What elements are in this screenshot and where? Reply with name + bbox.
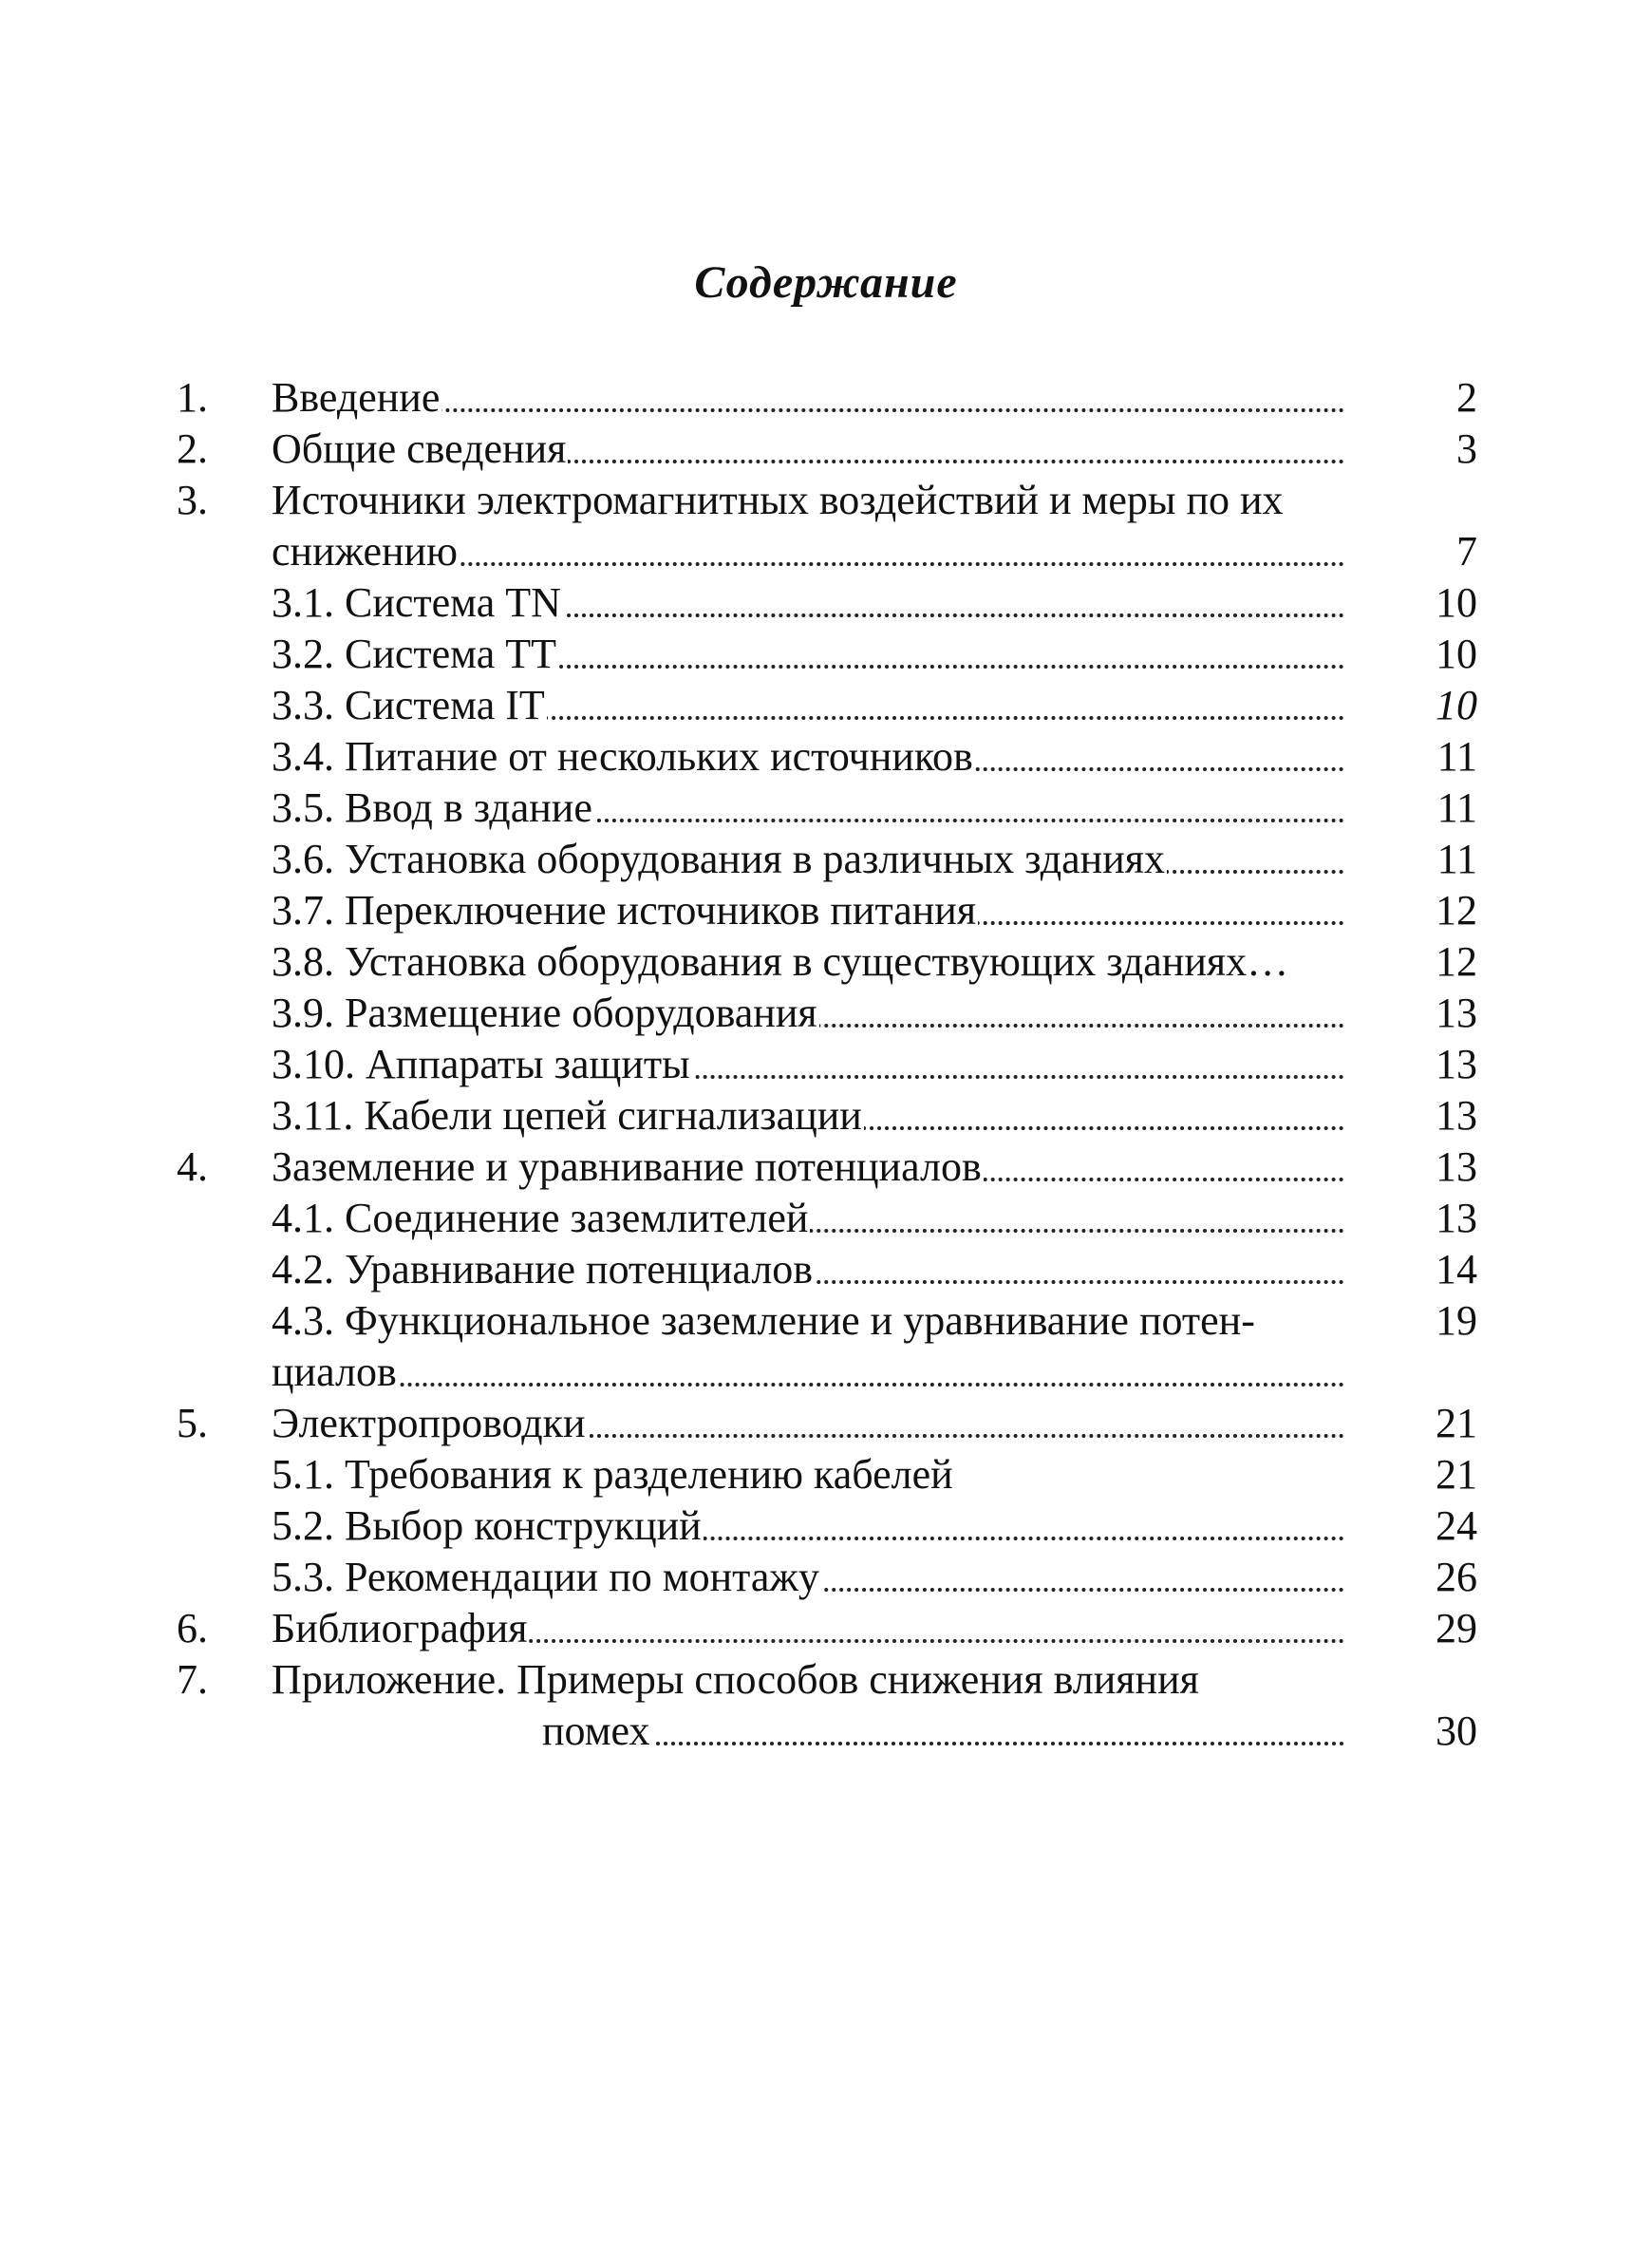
toc-entry-text — [272, 834, 1344, 885]
toc-entry-number: 6. — [177, 1605, 208, 1651]
toc-entry — [177, 1449, 1477, 1500]
toc-entry — [177, 1193, 1477, 1244]
toc-entry-page-number: 2 — [1456, 374, 1477, 421]
toc-entry-page-number: 30 — [1436, 1707, 1477, 1754]
toc-entry — [177, 1654, 1477, 1706]
dot-leader — [542, 1742, 1344, 1745]
toc-entry-page-number: 3 — [1456, 425, 1477, 472]
toc-entry-text — [272, 526, 1344, 577]
toc-entry-label: 3.5. Ввод в здание — [272, 784, 592, 831]
toc-entry-label: 4.3. Функциональное заземление и уравнивание потен- — [272, 1297, 1255, 1344]
toc-entry-number: 7. — [177, 1656, 208, 1703]
toc-entry — [177, 1500, 1477, 1552]
toc-entry-page-number: 12 — [1436, 887, 1477, 934]
dot-leader — [272, 1383, 1344, 1387]
toc-entry — [177, 885, 1477, 936]
toc-entry-label: помех — [542, 1707, 650, 1754]
toc-entry — [177, 783, 1477, 834]
toc-entry-text — [272, 372, 1344, 424]
toc-entry — [177, 1552, 1477, 1603]
toc-entry-number: 3. — [177, 477, 208, 523]
toc-entry-number: 1. — [177, 374, 208, 421]
toc-entry-page-number: 10 — [1436, 579, 1477, 626]
toc-entry-text — [272, 1449, 1344, 1500]
toc-entry — [177, 1039, 1477, 1090]
table-of-contents — [177, 372, 1477, 1757]
toc-entry-page-number: 21 — [1436, 1451, 1477, 1498]
toc-entry-page-number: 7 — [1456, 528, 1477, 575]
toc-entry-label: 3.3. Система IT — [272, 682, 545, 728]
toc-entry — [177, 936, 1477, 988]
toc-entry-text — [542, 1706, 1344, 1757]
toc-entry-page-number: 14 — [1436, 1246, 1477, 1292]
toc-entry — [177, 1706, 1477, 1757]
toc-entry-page-number: 13 — [1436, 1143, 1477, 1190]
toc-entry — [177, 629, 1477, 680]
toc-entry-label: циалов — [272, 1349, 397, 1395]
toc-entry — [177, 731, 1477, 783]
toc-entry-label: 3.1. Система TN — [272, 579, 561, 626]
toc-entry-label: Приложение. Примеры способов снижения влияния — [272, 1656, 1199, 1703]
toc-entry-page-number: 13 — [1436, 990, 1477, 1036]
toc-entry-page-number: 10 — [1436, 631, 1477, 677]
toc-entry-text — [272, 680, 1344, 731]
toc-entry-number: 2. — [177, 425, 208, 472]
toc-entry-label: 4.1. Соединение заземлителей — [272, 1195, 809, 1241]
toc-entry-label: 3.11. Кабели цепей сигнализации — [272, 1092, 862, 1139]
toc-entry — [177, 1603, 1477, 1654]
toc-entry-text — [272, 1244, 1344, 1295]
toc-entry-label: 5.1. Требования к разделению кабелей — [272, 1451, 953, 1498]
toc-entry-text — [272, 1039, 1344, 1090]
toc-entry-label: снижению — [272, 528, 458, 575]
toc-entry-text — [272, 1193, 1344, 1244]
toc-entry — [177, 1090, 1477, 1141]
toc-entry-label: 3.8. Установка оборудования в существующих зданиях… — [272, 938, 1289, 985]
toc-entry-page-number: 11 — [1436, 784, 1477, 831]
toc-entry-text — [272, 1603, 1344, 1654]
toc-entry-page-number: 26 — [1436, 1554, 1477, 1600]
toc-entry — [177, 1141, 1477, 1193]
toc-entry — [177, 834, 1477, 885]
toc-entry-number: 5. — [177, 1400, 208, 1446]
toc-entry — [177, 1295, 1477, 1347]
toc-entry-label: 3.10. Аппараты защиты — [272, 1041, 690, 1087]
toc-entry — [177, 1347, 1477, 1398]
toc-entry — [177, 1244, 1477, 1295]
toc-entry-page-number: 10 — [1436, 682, 1477, 728]
toc-entry-page-number: 11 — [1436, 733, 1477, 780]
toc-entry-label: 3.4. Питание от нескольких источников — [272, 733, 973, 780]
toc-entry-text — [272, 1347, 1344, 1398]
toc-entry-label: Заземление и уравнивание потенциалов — [272, 1143, 982, 1190]
toc-entry-text — [272, 1398, 1344, 1449]
toc-entry-label: Введение — [272, 374, 441, 421]
toc-entry — [177, 680, 1477, 731]
toc-entry-page-number: 11 — [1436, 836, 1477, 882]
toc-entry-label: Общие сведения — [272, 425, 567, 472]
toc-entry-text — [272, 885, 1344, 936]
toc-entry-text — [272, 1295, 1344, 1347]
toc-entry-text — [272, 1090, 1344, 1141]
toc-entry-label: 3.2. Система TT — [272, 631, 557, 677]
toc-entry-text — [272, 1552, 1344, 1603]
toc-entry-text — [272, 629, 1344, 680]
toc-entry — [177, 1398, 1477, 1449]
toc-entry-page-number: 19 — [1436, 1297, 1477, 1344]
toc-entry-page-number: 29 — [1436, 1605, 1477, 1651]
toc-entry-text — [272, 1141, 1344, 1193]
toc-entry — [177, 577, 1477, 629]
page-title: Содержание — [694, 257, 958, 308]
toc-entry-page-number: 13 — [1436, 1041, 1477, 1087]
toc-entry-page-number: 12 — [1436, 938, 1477, 985]
toc-entry-number: 4. — [177, 1143, 208, 1190]
toc-entry-label: 3.7. Переключение источников питания — [272, 887, 977, 934]
toc-entry-text — [272, 1654, 1344, 1706]
toc-entry-page-number: 13 — [1436, 1195, 1477, 1241]
toc-entry-page-number: 13 — [1436, 1092, 1477, 1139]
toc-entry-text — [272, 424, 1344, 475]
toc-entry-label: 5.3. Рекомендации по монтажу — [272, 1554, 819, 1600]
toc-entry-label: Библиография — [272, 1605, 528, 1651]
toc-entry-page-number: 24 — [1436, 1502, 1477, 1549]
toc-entry-text — [272, 936, 1344, 988]
toc-entry-label: 5.2. Выбор конструкций — [272, 1502, 702, 1549]
toc-entry — [177, 424, 1477, 475]
toc-entry-label: Электропроводки — [272, 1400, 586, 1446]
toc-entry-text — [272, 577, 1344, 629]
toc-entry-label: 4.2. Уравнивание потенциалов — [272, 1246, 814, 1292]
toc-entry-text — [272, 783, 1344, 834]
toc-entry — [177, 988, 1477, 1039]
toc-entry-page-number: 21 — [1436, 1400, 1477, 1446]
toc-entry — [177, 526, 1477, 577]
toc-entry-text — [272, 988, 1344, 1039]
toc-entry-text — [272, 731, 1344, 783]
toc-entry-text — [272, 475, 1344, 526]
toc-entry-label: 3.6. Установка оборудования в различных зданиях — [272, 836, 1165, 882]
toc-entry-text — [272, 1500, 1344, 1552]
toc-entry — [177, 475, 1477, 526]
toc-entry-label: 3.9. Размещение оборудования — [272, 990, 817, 1036]
toc-entry-label: Источники электромагнитных воздействий и меры по их — [272, 477, 1284, 523]
toc-entry — [177, 372, 1477, 424]
